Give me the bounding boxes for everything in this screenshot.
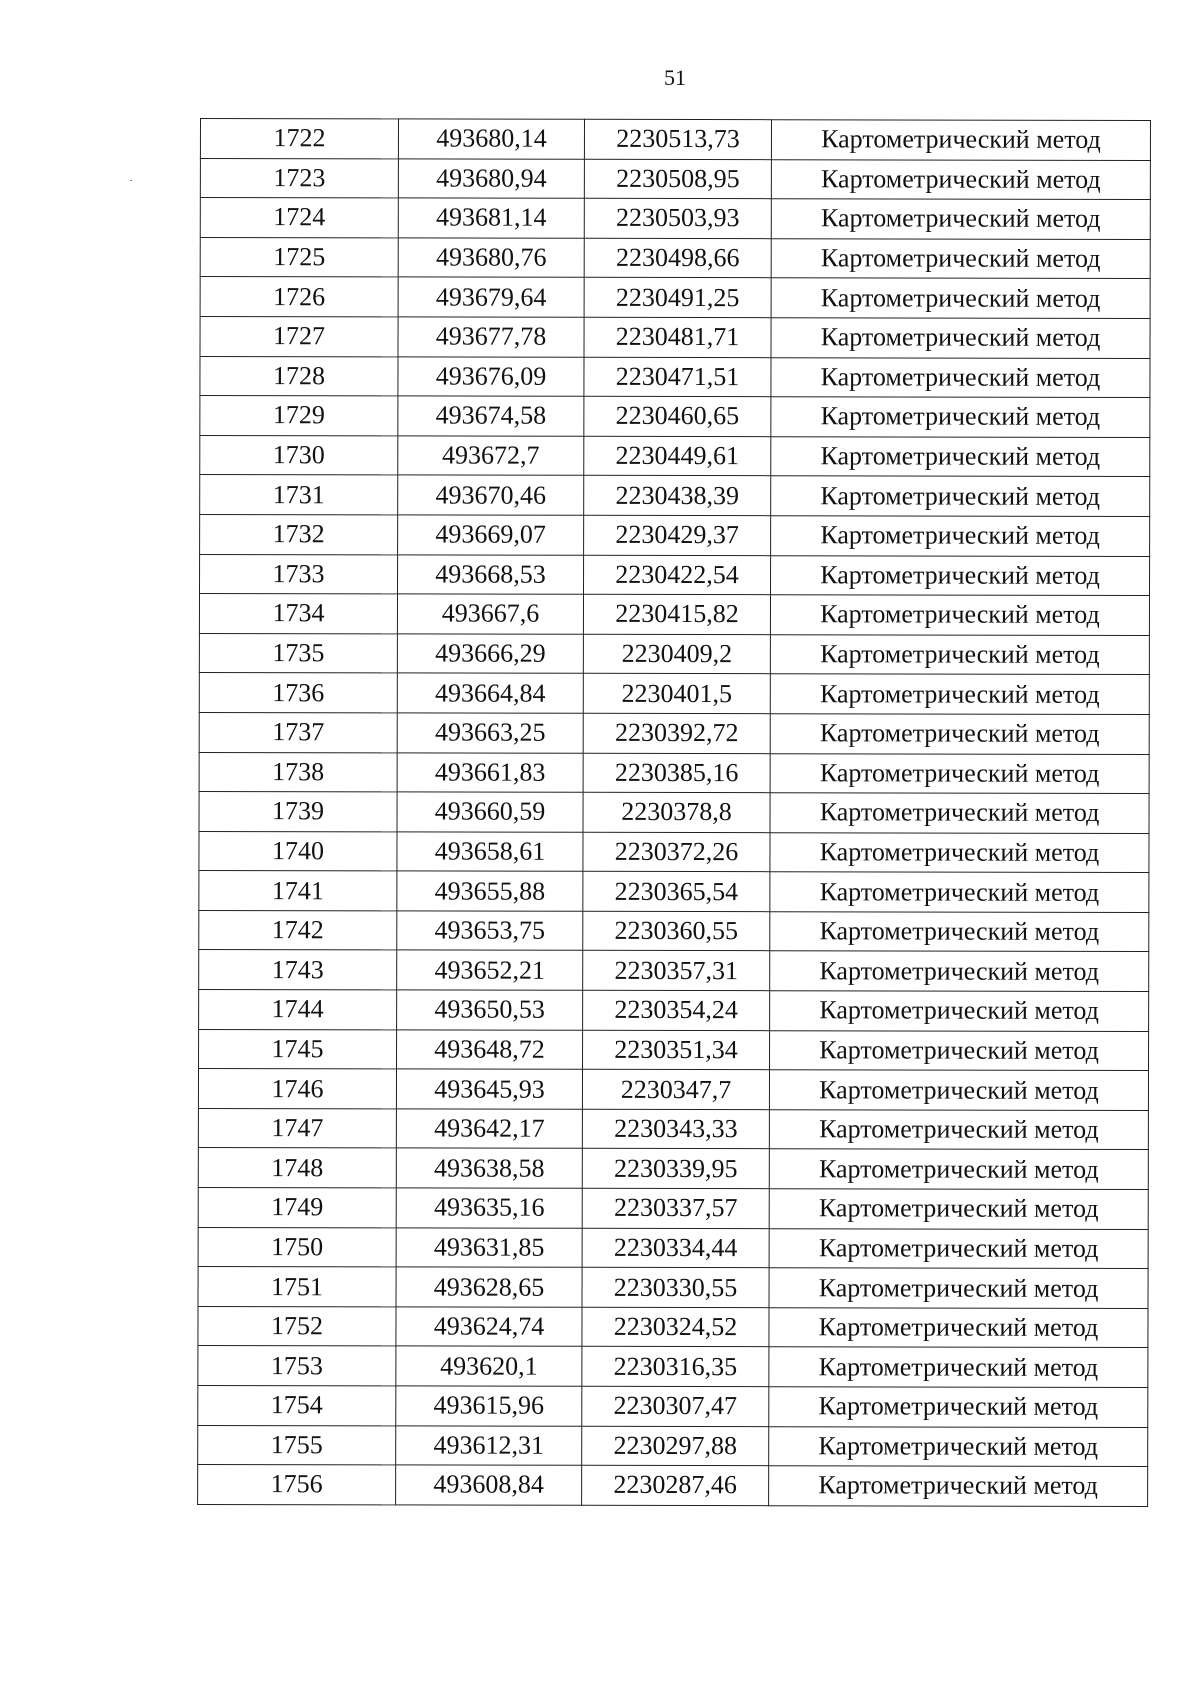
table-row (198, 1108, 1148, 1150)
table-row (198, 1188, 1148, 1230)
scan-speck (130, 180, 132, 181)
point-number-cell: 1726 (200, 277, 398, 317)
coordinates-table (197, 118, 1151, 1507)
point-number-cell: 1728 (200, 356, 398, 396)
y-coordinate-cell: 2230392,72 (583, 713, 770, 753)
point-number-cell: 1740 (199, 831, 397, 871)
y-coordinate-cell: 2230287,46 (582, 1465, 769, 1505)
method-cell: Картометрический метод (771, 278, 1150, 318)
method-cell: Картометрический метод (769, 1149, 1148, 1189)
x-coordinate-cell: 493674,58 (398, 396, 584, 436)
x-coordinate-cell: 493635,16 (396, 1188, 582, 1228)
y-coordinate-cell: 2230415,82 (583, 594, 770, 634)
table-row (200, 119, 1150, 161)
x-coordinate-cell: 493679,64 (398, 277, 584, 317)
table-row (200, 277, 1150, 319)
table-row (198, 1267, 1148, 1309)
y-coordinate-cell: 2230354,24 (583, 990, 770, 1030)
x-coordinate-cell: 493660,59 (397, 792, 583, 832)
y-coordinate-cell: 2230385,16 (583, 753, 770, 793)
x-coordinate-cell: 493653,75 (397, 911, 583, 951)
x-coordinate-cell: 493620,1 (396, 1346, 582, 1386)
point-number-cell: 1752 (198, 1306, 396, 1346)
y-coordinate-cell: 2230471,51 (584, 357, 771, 397)
y-coordinate-cell: 2230324,52 (582, 1307, 769, 1347)
point-number-cell: 1731 (200, 475, 398, 515)
table-row (198, 1227, 1148, 1269)
table-row (199, 752, 1149, 794)
y-coordinate-cell: 2230460,65 (584, 396, 771, 436)
method-cell: Картометрический метод (770, 714, 1149, 754)
y-coordinate-cell: 2230297,88 (582, 1426, 769, 1466)
table-row (200, 356, 1150, 398)
y-coordinate-cell: 2230316,35 (582, 1347, 769, 1387)
y-coordinate-cell: 2230339,95 (582, 1149, 769, 1189)
method-cell: Картометрический метод (771, 238, 1150, 278)
method-cell: Картометрический метод (771, 516, 1150, 556)
coordinates-table-body (198, 119, 1151, 1507)
y-coordinate-cell: 2230481,71 (584, 317, 771, 357)
method-cell: Картометрический метод (771, 120, 1150, 160)
x-coordinate-cell: 493670,46 (398, 475, 584, 515)
method-cell: Картометрический метод (771, 476, 1150, 516)
x-coordinate-cell: 493680,94 (398, 159, 584, 199)
x-coordinate-cell: 493652,21 (397, 950, 583, 990)
method-cell: Картометрический метод (770, 634, 1149, 674)
point-number-cell: 1756 (198, 1465, 396, 1505)
x-coordinate-cell: 493680,76 (398, 238, 584, 278)
point-number-cell: 1739 (199, 792, 397, 832)
x-coordinate-cell: 493624,74 (396, 1307, 582, 1347)
y-coordinate-cell: 2230401,5 (583, 674, 770, 714)
x-coordinate-cell: 493680,14 (398, 119, 584, 159)
point-number-cell: 1722 (200, 119, 398, 159)
y-coordinate-cell: 2230498,66 (584, 238, 771, 278)
method-cell: Картометрический метод (769, 1110, 1148, 1150)
point-number-cell: 1754 (198, 1385, 396, 1425)
table-row (199, 990, 1149, 1032)
x-coordinate-cell: 493648,72 (397, 1030, 583, 1070)
y-coordinate-cell: 2230409,2 (583, 634, 770, 674)
method-cell: Картометрический метод (769, 1466, 1148, 1506)
point-number-cell: 1751 (198, 1267, 396, 1307)
x-coordinate-cell: 493672,7 (398, 436, 584, 476)
point-number-cell: 1747 (198, 1108, 396, 1148)
table-row (199, 910, 1149, 952)
y-coordinate-cell: 2230449,61 (584, 436, 771, 476)
method-cell: Картометрический метод (771, 357, 1150, 397)
method-cell: Картометрический метод (770, 1030, 1149, 1070)
y-coordinate-cell: 2230508,95 (584, 159, 771, 199)
x-coordinate-cell: 493658,61 (397, 832, 583, 872)
x-coordinate-cell: 493638,58 (396, 1148, 582, 1188)
point-number-cell: 1743 (199, 950, 397, 990)
table-row (199, 950, 1149, 992)
point-number-cell: 1744 (199, 990, 397, 1030)
x-coordinate-cell: 493676,09 (398, 356, 584, 396)
method-cell: Картометрический метод (771, 318, 1150, 358)
y-coordinate-cell: 2230330,55 (582, 1268, 769, 1308)
point-number-cell: 1727 (200, 316, 398, 356)
table-row (199, 871, 1149, 913)
point-number-cell: 1729 (200, 396, 398, 436)
method-cell: Картометрический метод (769, 1189, 1148, 1229)
x-coordinate-cell: 493642,17 (396, 1109, 582, 1149)
method-cell: Картометрический метод (769, 1308, 1148, 1348)
page-number: 51 (664, 65, 686, 90)
table-row (200, 475, 1150, 517)
point-number-cell: 1733 (200, 554, 398, 594)
table-row (200, 435, 1150, 477)
method-cell: Картометрический метод (771, 555, 1150, 595)
method-cell: Картометрический метод (770, 912, 1149, 952)
x-coordinate-cell: 493668,53 (398, 554, 584, 594)
x-coordinate-cell: 493615,96 (396, 1386, 582, 1426)
table-row (199, 792, 1149, 834)
table-row (198, 1385, 1148, 1427)
method-cell: Картометрический метод (769, 1387, 1148, 1427)
method-cell: Картометрический метод (770, 674, 1149, 714)
table-row (198, 1465, 1148, 1507)
y-coordinate-cell: 2230491,25 (584, 278, 771, 318)
y-coordinate-cell: 2230503,93 (584, 198, 771, 238)
method-cell: Картометрический метод (769, 1228, 1148, 1268)
method-cell: Картометрический метод (771, 436, 1150, 476)
point-number-cell: 1745 (199, 1029, 397, 1069)
x-coordinate-cell: 493628,65 (396, 1267, 582, 1307)
table-row (198, 1346, 1148, 1388)
x-coordinate-cell: 493650,53 (397, 990, 583, 1030)
x-coordinate-cell: 493667,6 (397, 594, 583, 634)
method-cell: Картометрический метод (769, 1347, 1148, 1387)
method-cell: Картометрический метод (770, 793, 1149, 833)
y-coordinate-cell: 2230429,37 (584, 515, 771, 555)
point-number-cell: 1736 (199, 673, 397, 713)
point-number-cell: 1748 (198, 1148, 396, 1188)
point-number-cell: 1749 (198, 1188, 396, 1228)
table-row (199, 831, 1149, 873)
method-cell: Картометрический метод (770, 753, 1149, 793)
method-cell: Картометрический метод (771, 397, 1150, 437)
y-coordinate-cell: 2230307,47 (582, 1386, 769, 1426)
point-number-cell: 1735 (199, 633, 397, 673)
y-coordinate-cell: 2230438,39 (584, 476, 771, 516)
x-coordinate-cell: 493612,31 (396, 1426, 582, 1466)
table-row (200, 316, 1150, 358)
x-coordinate-cell: 493666,29 (397, 634, 583, 674)
point-number-cell: 1742 (199, 910, 397, 950)
y-coordinate-cell: 2230422,54 (584, 555, 771, 595)
table-row (200, 198, 1150, 240)
point-number-cell: 1730 (200, 435, 398, 475)
y-coordinate-cell: 2230347,7 (582, 1070, 769, 1110)
y-coordinate-cell: 2230343,33 (582, 1109, 769, 1149)
x-coordinate-cell: 493608,84 (396, 1465, 582, 1505)
table-row (200, 396, 1150, 438)
table-row (198, 1425, 1148, 1467)
x-coordinate-cell: 493661,83 (397, 752, 583, 792)
table-row (200, 514, 1150, 556)
method-cell: Картометрический метод (771, 199, 1150, 239)
y-coordinate-cell: 2230372,26 (583, 832, 770, 872)
point-number-cell: 1723 (200, 158, 398, 198)
x-coordinate-cell: 493677,78 (398, 317, 584, 357)
table-row (200, 158, 1150, 200)
y-coordinate-cell: 2230357,31 (583, 951, 770, 991)
y-coordinate-cell: 2230378,8 (583, 792, 770, 832)
method-cell: Картометрический метод (769, 1268, 1148, 1308)
y-coordinate-cell: 2230360,55 (583, 911, 770, 951)
point-number-cell: 1755 (198, 1425, 396, 1465)
table-row (200, 237, 1150, 279)
method-cell: Картометрический метод (769, 1426, 1148, 1466)
point-number-cell: 1753 (198, 1346, 396, 1386)
point-number-cell: 1724 (200, 198, 398, 238)
y-coordinate-cell: 2230351,34 (583, 1030, 770, 1070)
method-cell: Картометрический метод (769, 1070, 1148, 1110)
x-coordinate-cell: 493655,88 (397, 871, 583, 911)
x-coordinate-cell: 493663,25 (397, 713, 583, 753)
method-cell: Картометрический метод (770, 872, 1149, 912)
x-coordinate-cell: 493681,14 (398, 198, 584, 238)
y-coordinate-cell: 2230337,57 (582, 1188, 769, 1228)
point-number-cell: 1725 (200, 237, 398, 277)
table-row (198, 1069, 1148, 1111)
table-row (199, 633, 1149, 675)
y-coordinate-cell: 2230513,73 (584, 119, 771, 159)
table-row (199, 1029, 1149, 1071)
point-number-cell: 1741 (199, 871, 397, 911)
method-cell: Картометрический метод (770, 595, 1149, 635)
method-cell: Картометрический метод (770, 951, 1149, 991)
method-cell: Картометрический метод (770, 991, 1149, 1031)
point-number-cell: 1746 (198, 1069, 396, 1109)
table-row (198, 1148, 1148, 1190)
point-number-cell: 1737 (199, 712, 397, 752)
table-row (199, 673, 1149, 715)
point-number-cell: 1734 (199, 594, 397, 634)
point-number-cell: 1732 (200, 514, 398, 554)
x-coordinate-cell: 493645,93 (396, 1069, 582, 1109)
y-coordinate-cell: 2230334,44 (582, 1228, 769, 1268)
x-coordinate-cell: 493669,07 (398, 515, 584, 555)
y-coordinate-cell: 2230365,54 (583, 872, 770, 912)
table-row (199, 594, 1149, 636)
table-row (198, 1306, 1148, 1348)
table-row (199, 712, 1149, 754)
x-coordinate-cell: 493631,85 (396, 1228, 582, 1268)
table-row (200, 554, 1150, 596)
method-cell: Картометрический метод (771, 159, 1150, 199)
point-number-cell: 1738 (199, 752, 397, 792)
method-cell: Картометрический метод (770, 832, 1149, 872)
x-coordinate-cell: 493664,84 (397, 673, 583, 713)
point-number-cell: 1750 (198, 1227, 396, 1267)
